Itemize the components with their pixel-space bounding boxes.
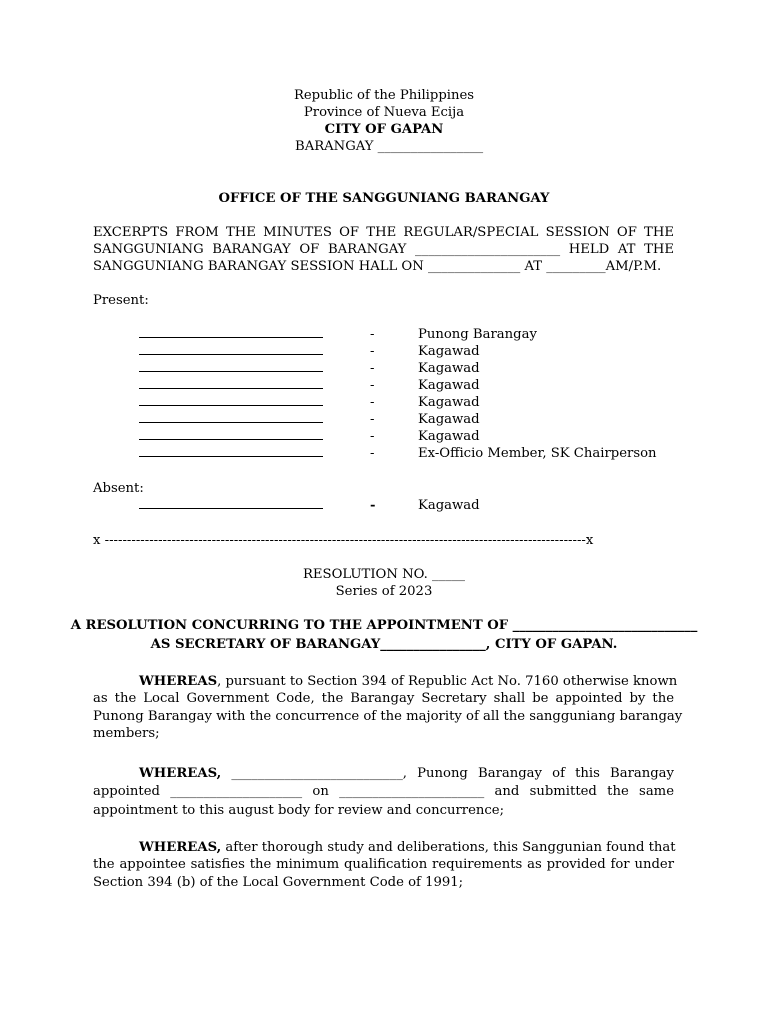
absentee-role: Kagawad (418, 498, 480, 513)
clause-line: appointed ____________________ on ______________________ and submitted the same (93, 784, 674, 800)
attendee-role: Kagawad (418, 344, 480, 359)
clause-line (93, 765, 674, 782)
whereas-keyword: WHEREAS, (139, 840, 222, 855)
signature-line (139, 508, 323, 509)
role-dash: - (370, 361, 375, 376)
clause-line (93, 839, 674, 856)
header-province: Province of Nueva Ecija (303, 105, 465, 120)
attendee-row (0, 411, 768, 428)
clause-line: appointment to this august body for review and concurrence; (93, 803, 505, 819)
present-label: Present: (93, 293, 149, 308)
role-dash: - (370, 498, 376, 513)
absentee-row (0, 497, 768, 514)
signature-line (139, 371, 323, 372)
resolution-title-line-2: AS SECRETARY OF BARANGAY________________, CITY OF GAPAN. (150, 637, 618, 652)
signature-line (139, 354, 323, 355)
absent-label: Absent: (93, 481, 144, 496)
office-title: OFFICE OF THE SANGGUNIANG BARANGAY (218, 191, 550, 206)
attendee-role: Punong Barangay (418, 327, 537, 342)
clause-line: members; (93, 725, 160, 741)
clause-text: after thorough study and deliberations, this Sanggunian found that (221, 840, 676, 855)
clause-line: the appointee satisfies the minimum qualification requirements as provided for under (93, 857, 674, 873)
signature-line (139, 456, 323, 457)
role-dash: - (370, 429, 375, 444)
resolution-title-line-1: A RESOLUTION CONCURRING TO THE APPOINTMENT OF ____________________________ (70, 618, 698, 633)
role-dash: - (370, 344, 375, 359)
attendee-role: Kagawad (418, 429, 480, 444)
separator-line: x ------------------------------------------------------------------------------------------------------------x (93, 533, 594, 548)
attendee-row (0, 428, 768, 445)
whereas-keyword: WHEREAS (139, 674, 218, 689)
whereas-clause-2 (93, 765, 674, 820)
signature-line (139, 422, 323, 423)
signature-line (139, 405, 323, 406)
attendee-role: Kagawad (418, 412, 480, 427)
role-dash: - (370, 378, 375, 393)
resolution-series: Series of 2023 (335, 584, 433, 599)
resolution-number: RESOLUTION NO. _____ (302, 567, 466, 582)
role-dash: - (370, 412, 375, 427)
clause-line (93, 673, 678, 690)
signature-line (139, 337, 323, 338)
clause-line: Punong Barangay with the concurrence of the majority of all the sangguniang barangay (93, 708, 683, 724)
attendee-row (0, 394, 768, 411)
attendee-role: Kagawad (418, 361, 480, 376)
clause-line: Section 394 (b) of the Local Government Code of 1991; (93, 874, 464, 890)
attendee-row (0, 343, 768, 360)
role-dash: - (370, 446, 375, 461)
attendee-row (0, 377, 768, 394)
excerpts-line-3: SANGGUNIANG BARANGAY SESSION HALL ON ______________ AT _________AM/P.M. (93, 259, 662, 274)
attendee-row (0, 360, 768, 377)
signature-line (139, 388, 323, 389)
excerpts-line-2: SANGGUNIANG BARANGAY OF BARANGAY ______________________ HELD AT THE (93, 242, 674, 257)
role-dash: - (370, 327, 375, 342)
whereas-clause-1 (93, 673, 683, 742)
excerpts-line-1: EXCERPTS FROM THE MINUTES OF THE REGULAR/SPECIAL SESSION OF THE (93, 225, 674, 240)
attendee-role: Kagawad (418, 395, 480, 410)
clause-text: __________________________, Punong Barangay of this Barangay (221, 766, 674, 781)
signature-line (139, 439, 323, 440)
clause-text: , pursuant to Section 394 of Republic Act No. 7160 otherwise known (217, 674, 678, 689)
whereas-keyword: WHEREAS, (139, 766, 222, 781)
header-city: CITY OF GAPAN (324, 122, 444, 137)
role-dash: - (370, 395, 375, 410)
whereas-clause-3 (93, 839, 674, 891)
attendee-role: Kagawad (418, 378, 480, 393)
attendee-row (0, 326, 768, 343)
header-barangay: BARANGAY ________________ (295, 139, 484, 154)
clause-line: as the Local Government Code, the Barangay Secretary shall be appointed by the (93, 691, 674, 707)
header-republic: Republic of the Philippines (293, 88, 475, 103)
attendee-role: Ex-Officio Member, SK Chairperson (418, 446, 657, 461)
attendee-row (0, 445, 768, 462)
